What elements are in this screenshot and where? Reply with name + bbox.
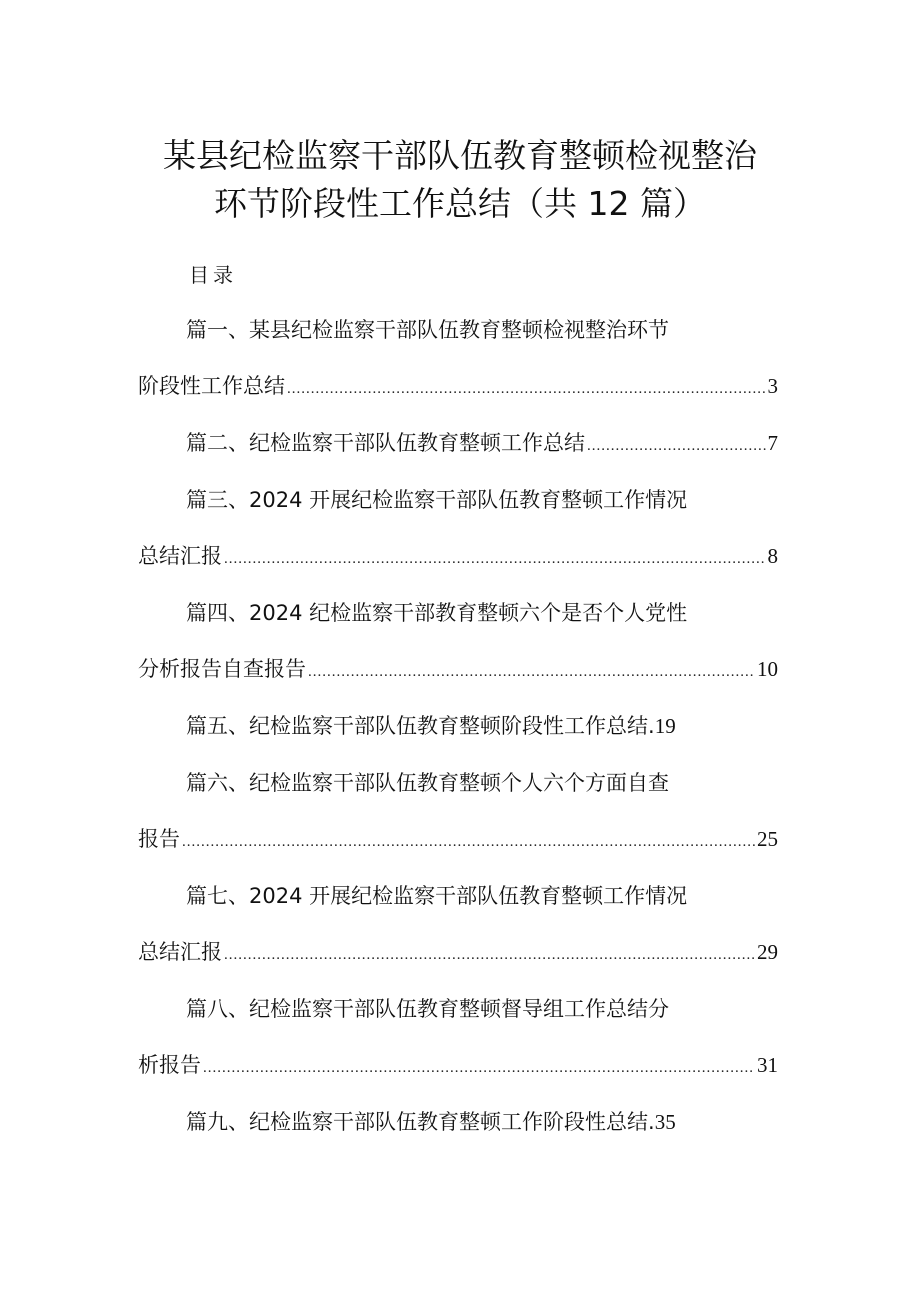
document-title-line-1: 某县纪检监察干部队伍教育整顿检视整治 <box>163 136 757 175</box>
toc-entry-3-line-2 <box>138 540 778 575</box>
toc-entry-9-text: 篇九、纪检监察干部队伍教育整顿工作阶段性总结. <box>186 1110 655 1134</box>
toc-entry-6-text: 报告 <box>138 827 180 851</box>
toc-entry-8-line-1: 篇八、纪检监察干部队伍教育整顿督导组工作总结分 <box>186 997 669 1021</box>
toc-entry-8-page: 31 <box>757 1053 778 1077</box>
toc-entry-5-page: 19 <box>654 714 676 738</box>
toc-entry-7-page: 29 <box>757 940 778 964</box>
toc-entry-4-line-1: 篇四、2024 纪检监察干部教育整顿六个是否个人党性 <box>186 601 688 625</box>
toc-leader-dots <box>308 656 755 688</box>
toc-entry-3-page: 8 <box>767 544 778 568</box>
document-title-line-2: 环节阶段性工作总结（共 12 篇） <box>214 184 706 223</box>
toc-entry-6-line-1: 篇六、纪检监察干部队伍教育整顿个人六个方面自查 <box>186 771 669 795</box>
toc-entry-5-text: 篇五、纪检监察干部队伍教育整顿阶段性工作总结. <box>186 714 655 738</box>
toc-heading: 目录 <box>189 263 237 287</box>
toc-entry-2-text: 篇二、纪检监察干部队伍教育整顿工作总结 <box>186 431 585 455</box>
toc-entry-6-page: 25 <box>757 827 778 851</box>
toc-entry-3-line-1: 篇三、2024 开展纪检监察干部队伍教育整顿工作情况 <box>186 488 688 512</box>
toc-entry-2-page: 7 <box>767 431 778 455</box>
toc-entry-7-text: 总结汇报 <box>138 940 222 964</box>
toc-entry-6-line-2 <box>138 823 778 858</box>
toc-leader-dots <box>224 939 755 971</box>
toc-entry-9-page: 35 <box>654 1110 676 1134</box>
toc-entry-8-text: 析报告 <box>138 1053 201 1077</box>
toc-leader-dots <box>587 430 766 462</box>
toc-leader-dots <box>203 1052 755 1084</box>
toc-entry-5 <box>186 710 778 742</box>
toc-entry-4-text: 分析报告自查报告 <box>138 657 306 681</box>
toc-entry-1-text: 阶段性工作总结 <box>138 374 285 398</box>
toc-entry-7-line-1: 篇七、2024 开展纪检监察干部队伍教育整顿工作情况 <box>186 884 688 908</box>
toc-leader-dots <box>287 373 766 405</box>
toc-entry-1-line-1: 篇一、某县纪检监察干部队伍教育整顿检视整治环节 <box>186 318 669 342</box>
toc-entry-1-line-2 <box>138 370 778 405</box>
toc-entry-3-text: 总结汇报 <box>138 544 222 568</box>
toc-entry-1-page: 3 <box>767 374 778 398</box>
toc-entry-7-line-2 <box>138 936 778 971</box>
toc-entry-9 <box>186 1106 778 1138</box>
toc-entry-4-page: 10 <box>757 657 778 681</box>
toc-leader-dots <box>224 543 766 575</box>
toc-entry-4-line-2 <box>138 653 778 688</box>
toc-entry-8-line-2 <box>138 1049 778 1084</box>
toc-entry-2 <box>186 427 778 462</box>
toc-leader-dots <box>182 826 755 858</box>
